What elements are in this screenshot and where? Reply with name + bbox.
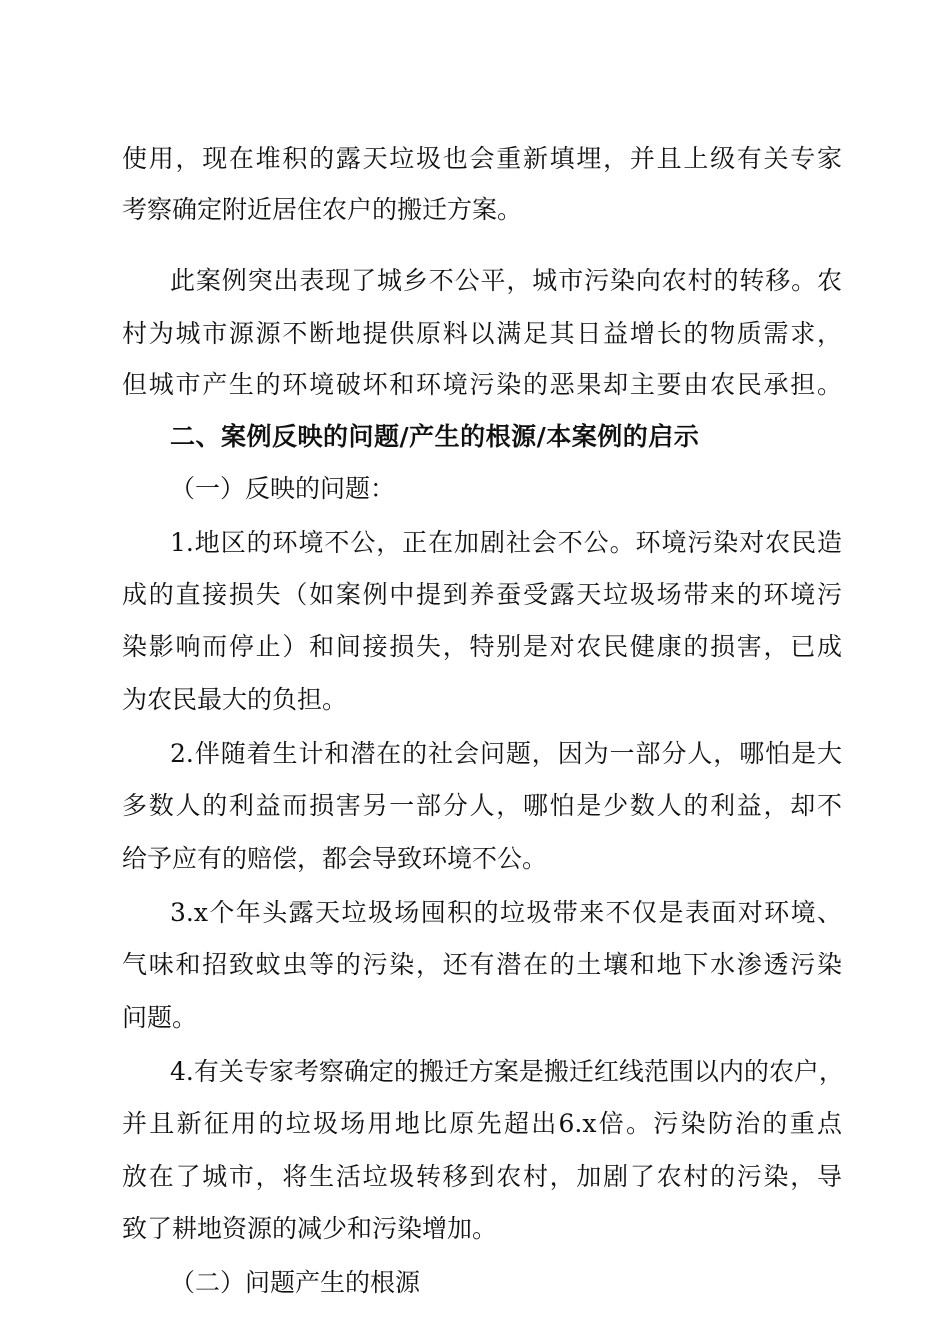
subsection-2-heading: （二）问题产生的根源 bbox=[170, 1268, 421, 1297]
item-2-line-3: 给予应有的赔偿，都会导致环境不公。 bbox=[122, 844, 548, 873]
item-1-line-1: 1.地区的环境不公，正在加剧社会不公。环境污染对农民造 bbox=[170, 528, 842, 557]
paragraph-2-line-2: 村为城市源源不断地提供原料以满足其日益增长的物质需求， bbox=[122, 319, 842, 348]
item-4-line-3: 放在了城市，将生活垃圾转移到农村，加剧了农村的污染，导 bbox=[122, 1162, 842, 1191]
item-3-line-1: 3.x个年头露天垃圾场囤积的垃圾带来不仅是表面对环境、 bbox=[170, 898, 842, 927]
item-4-line-1: 4.有关专家考察确定的搬迁方案是搬迁红线范围以内的农户， bbox=[170, 1057, 844, 1086]
item-2-line-2: 多数人的利益而损害另一部分人，哪怕是少数人的利益，却不 bbox=[122, 791, 842, 820]
section-2-heading: 二、案例反映的问题/产生的根源/本案例的启示 bbox=[170, 422, 700, 451]
item-3-line-2: 气味和招致蚊虫等的污染，还有潜在的土壤和地下水渗透污染 bbox=[122, 950, 842, 979]
item-2-line-1: 2.伴随着生计和潜在的社会问题，因为一部分人，哪怕是大 bbox=[170, 739, 842, 768]
paragraph-2-line-1: 此案例突出表现了城乡不公平，城市污染向农村的转移。农 bbox=[170, 266, 842, 295]
paragraph-1-line-2: 考察确定附近居住农户的搬迁方案。 bbox=[122, 195, 523, 224]
subsection-1-heading: （一）反映的问题： bbox=[170, 474, 396, 503]
item-1-line-4: 为农民最大的负担。 bbox=[122, 685, 348, 714]
item-4-line-4: 致了耕地资源的减少和污染增加。 bbox=[122, 1214, 498, 1243]
item-1-line-2: 成的直接损失（如案例中提到养蚕受露天垃圾场带来的环境污 bbox=[122, 580, 842, 609]
paragraph-1-line-1: 使用，现在堆积的露天垃圾也会重新填埋，并且上级有关专家 bbox=[122, 144, 842, 173]
item-1-line-3: 染影响而停止）和间接损失，特别是对农民健康的损害，已成 bbox=[122, 632, 842, 661]
paragraph-2-line-3: 但城市产生的环境破坏和环境污染的恶果却主要由农民承担。 bbox=[122, 370, 842, 399]
item-3-line-3: 问题。 bbox=[122, 1003, 198, 1032]
item-4-line-2: 并且新征用的垃圾场用地比原先超出6.x倍。污染防治的重点 bbox=[122, 1109, 842, 1138]
